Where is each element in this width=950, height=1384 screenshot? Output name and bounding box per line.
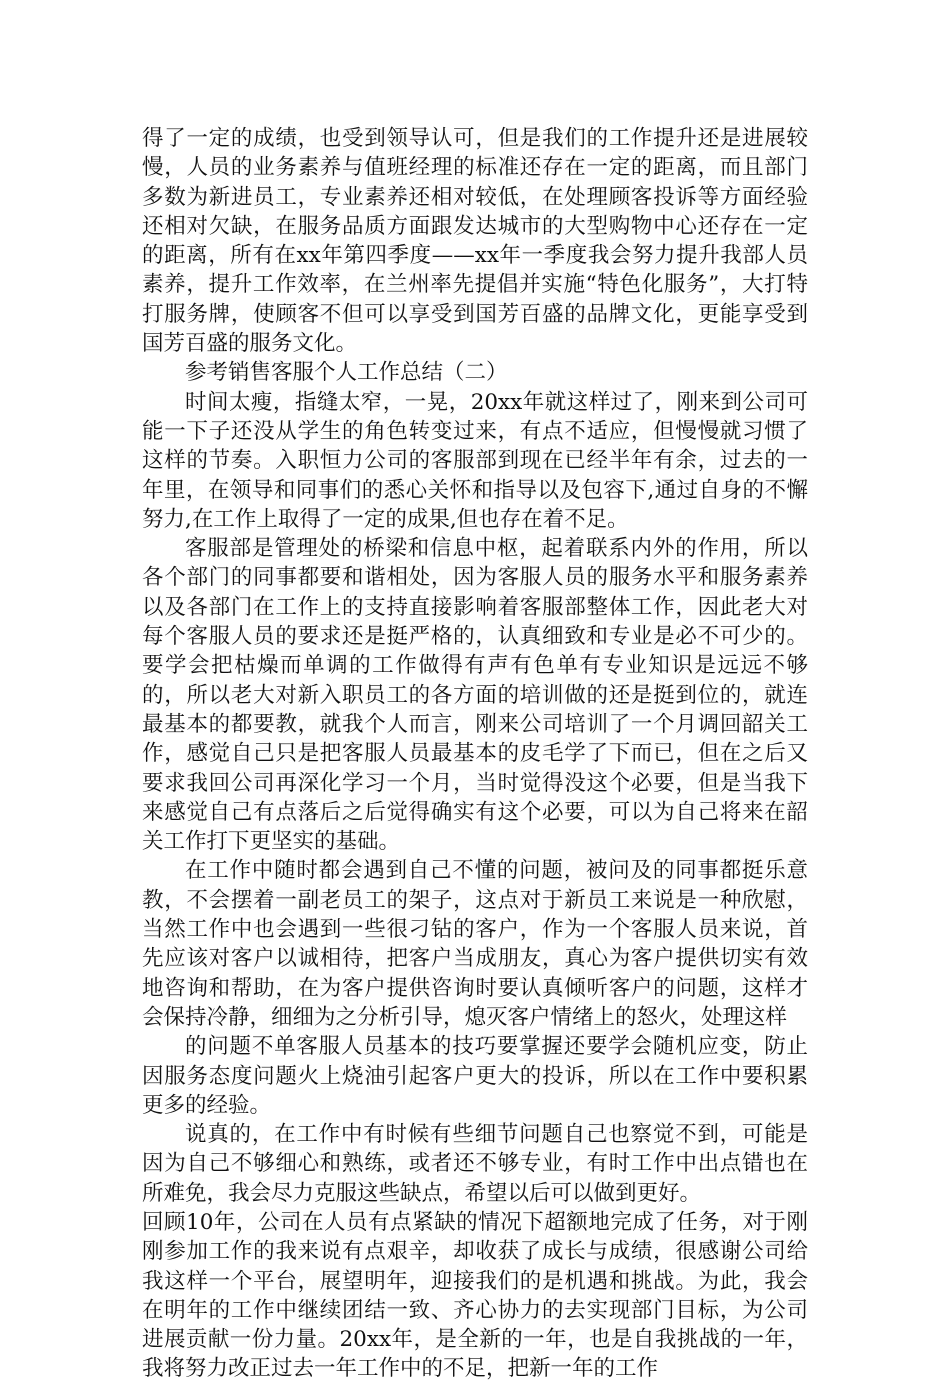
paragraph: 客服部是管理处的桥梁和信息中枢，起着联系内外的作用，所以各个部门的同事都要和谐相处，因为客服人员的服务水平和服务素养以及各部门在工作上的支持直接影响着客服部整体工作，因此老大对每个客服人员的要求还是挺严格的，认真细致和专业是必不可少的。要学会把枯燥而单调的工作做得有声有色单有专业知识是远远不够的，所以老大对新入职员工的各方面的培训做的还是挺到位的，就连最基本的都要教，就我个人而言，刚来公司培训了一个月调回韶关工作，感觉自己只是把客服人员最基本的皮毛学了下而已，但在之后又要求我回公司再深化学习一个月，当时觉得没这个必要，但是当我下来感觉自己有点落后之后觉得确实有这个必要，可以为自己将来在韶关工作打下更坚实的基础。 xyxy=(142,536,808,855)
paragraph: 时间太瘦，指缝太窄，一晃，20xx年就这样过了，刚来到公司可能一下子还没从学生的角色转变过来，有点不适应，但慢慢就习惯了这样的节奏。入职恒力公司的客服部到现在已经半年有余，过去的一年里，在领导和同事们的悉心关怀和指导以及包容下,通过自身的不懈努力,在工作上取得了一定的成果,但也存在着不足。 xyxy=(142,389,808,532)
paragraph: 回顾10年，公司在人员有点紧缺的情况下超额地完成了任务，对于刚刚参加工作的我来说有点艰辛，却收获了成长与成绩，很感谢公司给我这样一个平台，展望明年，迎接我们的是机遇和挑战。为此，我会在明年的工作中继续团结一致、齐心协力的去实现部门目标，为公司进展贡献一份力量。20xx年，是全新的一年，也是自我挑战的一年，我将努力改正过去一年工作中的不足，把新一年的工作 xyxy=(142,1209,808,1382)
paragraph: 说真的，在工作中有时候有些细节问题自己也察觉不到，可能是因为自己不够细心和熟练，或者还不够专业，有时工作中出点错也在所难免，我会尽力克服这些缺点，希望以后可以做到更好。 xyxy=(142,1122,808,1206)
paragraph: 在工作中随时都会遇到自己不懂的问题，被问及的同事都挺乐意教，不会摆着一副老员工的架子，这点对于新员工来说是一种欣慰，当然工作中也会遇到一些很刁钻的客户，作为一个客服人员来说，首先应该对客户以诚相待，把客户当成朋友，真心为客户提供切实有效地咨询和帮助，在为客户提供咨询时要认真倾听客户的问题，这样才会保持冷静，细细为之分析引导，熄灭客户情绪上的怒火，处理这样 xyxy=(142,858,808,1030)
document-page xyxy=(142,124,808,1384)
paragraph: 得了一定的成绩，也受到领导认可，但是我们的工作提升还是进展较慢，人员的业务素养与值班经理的标准还存在一定的距离，而且部门多数为新进员工，专业素养还相对较低，在处理顾客投诉等方面经验还相对欠缺，在服务品质方面跟发达城市的大型购物中心还存在一定的距离，所有在xx年第四季度——xx年一季度我会努力提升我部人员素养，提升工作效率，在兰州率先提倡并实施“特色化服务”，大打特打服务牌，使顾客不但可以享受到国芳百盛的品牌文化，更能享受到国芳百盛的服务文化。 xyxy=(142,126,808,357)
paragraph: 的问题不单客服人员基本的技巧要掌握还要学会随机应变，防止因服务态度问题火上烧油引起客户更大的投诉，所以在工作中要积累更多的经验。 xyxy=(142,1034,808,1118)
section-heading: 参考销售客服个人工作总结（二） xyxy=(185,360,508,386)
